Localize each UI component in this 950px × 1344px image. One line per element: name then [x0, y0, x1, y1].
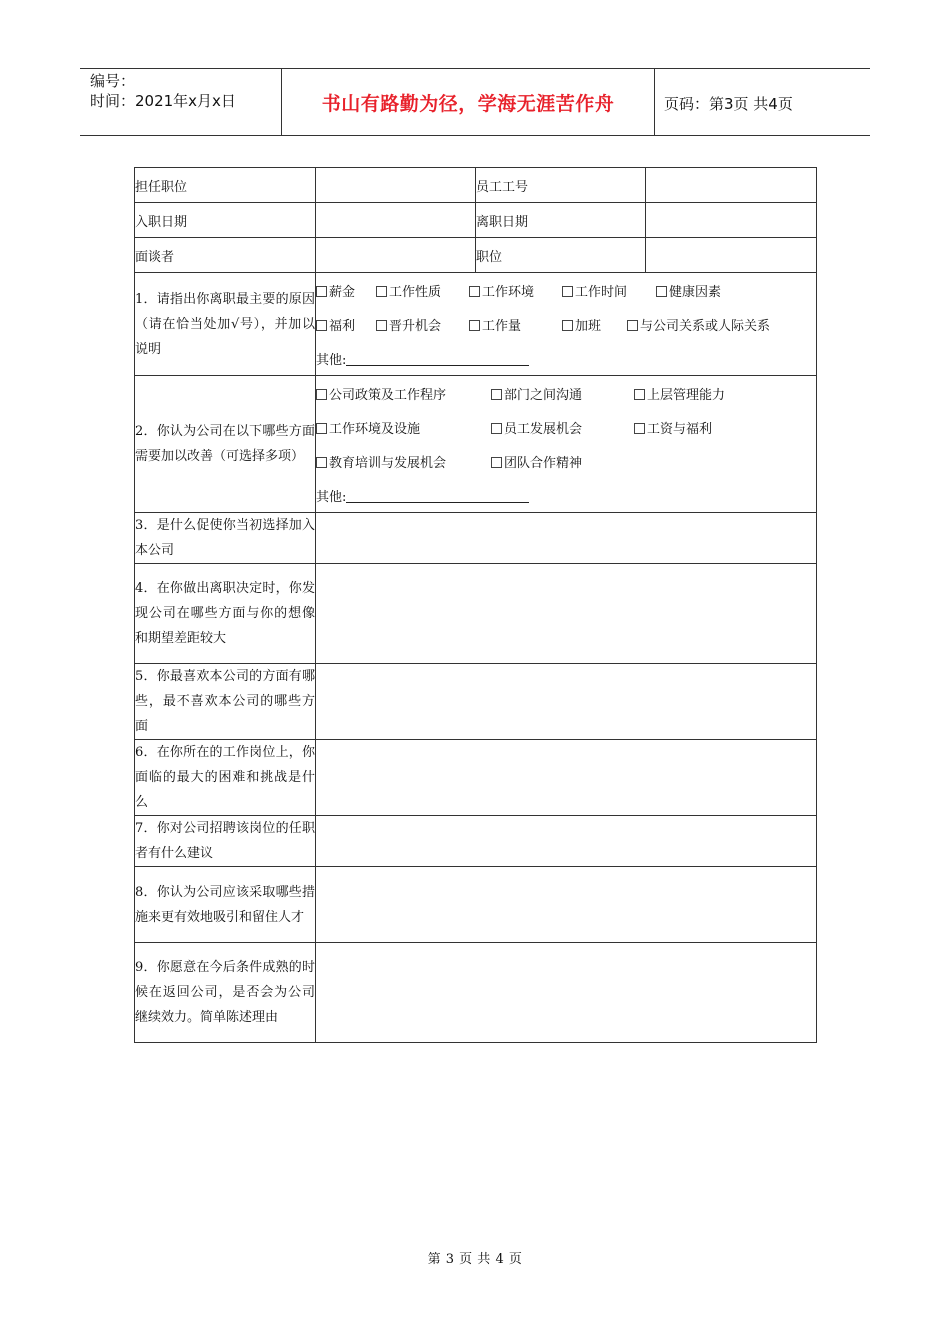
q2-option-policy[interactable]: 公司政策及工作程序	[316, 384, 491, 403]
hire-date-label: 入职日期	[135, 203, 316, 238]
position-label: 担任职位	[135, 168, 316, 203]
checkbox-icon	[562, 320, 573, 331]
q1-option-relationships[interactable]: 与公司关系或人际关系	[627, 315, 770, 334]
checkbox-icon	[316, 457, 327, 468]
checkbox-icon	[491, 389, 502, 400]
q2-option-development[interactable]: 员工发展机会	[491, 418, 634, 437]
q1-other-input[interactable]	[346, 351, 529, 366]
q1-option-promotion[interactable]: 晋升机会	[376, 315, 469, 334]
document-time-label: 时间：2021年x月x日	[90, 92, 236, 110]
q2-options-row-2	[316, 410, 816, 444]
leave-date-label: 离职日期	[476, 203, 646, 238]
page-footer: 第 3 页 共 4 页	[427, 1252, 523, 1267]
q1-other-label: 其他:	[316, 352, 347, 368]
question-9-answer[interactable]	[316, 943, 817, 1043]
form-row-q6	[135, 740, 817, 816]
question-4: 4．在你做出离职决定时，你发现公司在哪些方面与你的想像和期望差距较大	[135, 564, 316, 664]
question-6: 6．在你所在的工作岗位上，你面临的最大的困难和挑战是什么	[135, 740, 316, 816]
q1-option-salary[interactable]: 薪金	[316, 281, 376, 300]
question-8-answer[interactable]	[316, 867, 817, 943]
form-row-q2	[135, 376, 817, 513]
question-4-answer[interactable]	[316, 564, 817, 664]
q2-other-label: 其他:	[316, 489, 347, 505]
question-9: 9．你愿意在今后条件成熟的时候在返回公司，是否会为公司继续效力。简单陈述理由	[135, 943, 316, 1043]
q1-option-work-environment[interactable]: 工作环境	[469, 281, 562, 300]
employee-id-label: 员工工号	[476, 168, 646, 203]
checkbox-icon	[469, 320, 480, 331]
question-1-options	[316, 273, 817, 376]
q2-option-teamwork[interactable]: 团队合作精神	[491, 452, 582, 471]
document-number-label: 编号：	[90, 72, 136, 90]
checkbox-icon	[562, 286, 573, 297]
interviewer-field[interactable]	[316, 238, 476, 273]
header-meta	[90, 71, 236, 111]
q1-other-row	[316, 341, 816, 375]
q1-option-overtime[interactable]: 加班	[562, 315, 627, 334]
question-3-answer[interactable]	[316, 513, 817, 564]
form-row-q1	[135, 273, 817, 376]
checkbox-icon	[316, 320, 327, 331]
q1-option-health[interactable]: 健康因素	[656, 281, 721, 300]
checkbox-icon	[316, 389, 327, 400]
header-bottom-rule	[80, 135, 870, 136]
question-7-answer[interactable]	[316, 816, 817, 867]
position-field[interactable]	[316, 168, 476, 203]
question-2-options	[316, 376, 817, 513]
question-7: 7．你对公司招聘该岗位的任职者有什么建议	[135, 816, 316, 867]
job-title-field[interactable]	[646, 238, 817, 273]
q1-option-work-hours[interactable]: 工作时间	[562, 281, 656, 300]
q1-option-job-nature[interactable]: 工作性质	[376, 281, 469, 300]
q2-option-communication[interactable]: 部门之间沟通	[491, 384, 634, 403]
q2-options-row-1	[316, 376, 816, 410]
checkbox-icon	[316, 286, 327, 297]
form-row-position	[135, 168, 817, 203]
question-3: 3．是什么促使你当初选择加入本公司	[135, 513, 316, 564]
checkbox-icon	[634, 423, 645, 434]
q2-option-management[interactable]: 上层管理能力	[634, 384, 725, 403]
header-motto: 书山有路勤为径，学海无涯苦作舟	[321, 93, 615, 115]
form-row-q3	[135, 513, 817, 564]
exit-interview-form	[134, 167, 817, 1043]
q1-options-row-1	[316, 273, 816, 307]
question-6-answer[interactable]	[316, 740, 817, 816]
q2-options-row-3	[316, 444, 816, 478]
q2-option-compensation[interactable]: 工资与福利	[634, 418, 712, 437]
interviewer-label: 面谈者	[135, 238, 316, 273]
checkbox-icon	[634, 389, 645, 400]
checkbox-icon	[627, 320, 638, 331]
header-page-number: 页码：第3页 共4页	[664, 95, 793, 113]
question-1: 1．请指出你离职最主要的原因（请在恰当处加√号），并加以说明	[135, 273, 316, 376]
checkbox-icon	[656, 286, 667, 297]
checkbox-icon	[469, 286, 480, 297]
hire-date-field[interactable]	[316, 203, 476, 238]
header-divider-right	[654, 68, 655, 136]
job-title-label: 职位	[476, 238, 646, 273]
checkbox-icon	[491, 457, 502, 468]
checkbox-icon	[376, 286, 387, 297]
checkbox-icon	[491, 423, 502, 434]
form-row-q5	[135, 664, 817, 740]
q1-option-workload[interactable]: 工作量	[469, 315, 562, 334]
form-row-dates	[135, 203, 817, 238]
question-5: 5．你最喜欢本公司的方面有哪些，最不喜欢本公司的哪些方面	[135, 664, 316, 740]
q2-option-training[interactable]: 教育培训与发展机会	[316, 452, 491, 471]
question-8: 8．你认为公司应该采取哪些措施来更有效地吸引和留住人才	[135, 867, 316, 943]
header-top-rule	[80, 68, 870, 69]
question-2: 2．你认为公司在以下哪些方面需要加以改善（可选择多项）	[135, 376, 316, 513]
q2-other-input[interactable]	[346, 488, 529, 503]
form-row-q8	[135, 867, 817, 943]
q1-options-row-2	[316, 307, 816, 341]
checkbox-icon	[376, 320, 387, 331]
q1-option-benefits[interactable]: 福利	[316, 315, 376, 334]
form-row-interviewer	[135, 238, 817, 273]
q2-other-row	[316, 478, 816, 512]
form-row-q4	[135, 564, 817, 664]
form-row-q7	[135, 816, 817, 867]
q2-option-facilities[interactable]: 工作环境及设施	[316, 418, 491, 437]
form-row-q9	[135, 943, 817, 1043]
question-5-answer[interactable]	[316, 664, 817, 740]
employee-id-field[interactable]	[646, 168, 817, 203]
leave-date-field[interactable]	[646, 203, 817, 238]
checkbox-icon	[316, 423, 327, 434]
